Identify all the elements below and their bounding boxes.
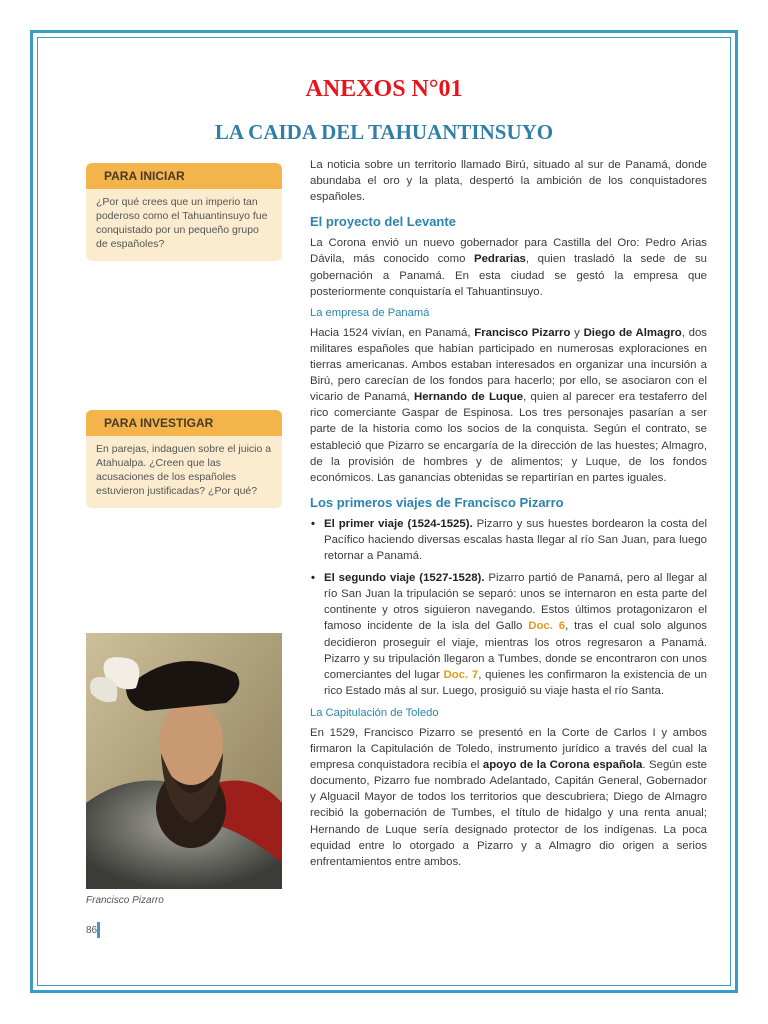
box-heading: PARA INICIAR	[86, 163, 282, 189]
box-heading: PARA INVESTIGAR	[86, 410, 282, 436]
box-para-iniciar	[86, 163, 282, 261]
page-subtitle: LA CAIDA DEL TAHUANTINSUYO	[214, 120, 554, 144]
portrait-francisco-pizarro	[86, 633, 282, 889]
doc-7-reference: Doc. 7	[443, 668, 479, 681]
list-item: • El primer viaje (1524-1525). Pizarro y sus huestes bordearon la costa del Pacífico haciendo diversas escalas hasta llegar al río San Juan, para luego retornar a Panamá.	[324, 516, 707, 564]
paragraph-levante: La Corona envió un nuevo gobernador para Castilla del Oro: Pedro Arias Dávila, más conocido como Pedrarias, quien trasladó la sede de su gobernación a Panamá. En esta ciudad se gestó la empresa que posteriormente conquistaría el Tahuantinsuyo.	[310, 237, 707, 298]
box-text: En parejas, indaguen sobre el juicio a Atahualpa. ¿Creen que las acusaciones de los españoles estuvieron justificadas? ¿Por qué?	[96, 443, 272, 497]
section-heading-empresa: La empresa de Panamá	[310, 306, 430, 319]
voyages-list	[310, 516, 707, 699]
article-column	[310, 157, 707, 870]
paragraph-empresa: Hacia 1524 vivían, en Panamá, Francisco Pizarro y Diego de Almagro, dos militares españoles que habían participado en numerosas exploraciones en tierras americanas. Ambos estaban interesados en organizar una incursión a Birú, pero carecían de los fondos para hacerlo; por ello, se asociaron con el vicario de Panamá, Hernando de Luque, quien al parecer era testaferro del rico comerciante Gaspar de Espinosa. Los tres personajes pasarían a ser parte de la historia como los socios de la conquista. Según el contrato, se estableció que Pizarro se encargaría de la dirección de las huestes; Almagro, de la provisión de hombres y de alimentos; y Luque, de los fondos económicos. Las ganancias obtenidas se repartirían en partes iguales.	[310, 326, 708, 484]
page-number: 86	[86, 925, 98, 936]
page-title: ANEXOS N°01	[305, 76, 463, 102]
portrait-caption: Francisco Pizarro	[86, 895, 164, 906]
section-heading-levante: El proyecto del Levante	[310, 214, 456, 230]
intro-paragraph: La noticia sobre un territorio llamado Birú, situado al sur de Panamá, donde abundaba el oro y la plata, despertó la ambición de los conquistadores españoles.	[310, 159, 707, 204]
box-para-investigar	[86, 410, 282, 508]
page-number-bar	[97, 922, 100, 938]
doc-6-reference: Doc. 6	[528, 620, 566, 633]
section-heading-toledo: La Capitulación de Toledo	[310, 706, 439, 719]
paragraph-toledo: En 1529, Francisco Pizarro se presentó en la Corte de Carlos I y ambos firmaron la Capitulación de Toledo, instrumento jurídico a través del cual la empresa conquistadora recibía el apoyo de la Corona española. Según este documento, Pizarro fue nombrado Adelantado, Capitán General, Gobernador y Alguacil Mayor de todos los territorios que descubriera; Diego de Almagro recibió la gobernación de Tumbes, el título de hidalgo y una renta anual; Hernando de Luque sería designado protector de los indígenas. La poca equidad entre lo otorgado a Pizarro y a Almagro dio origen a serios enfrentamientos entre ambos.	[310, 727, 707, 868]
section-heading-viajes: Los primeros viajes de Francisco Pizarro	[310, 494, 564, 510]
list-item: • El segundo viaje (1527-1528). Pizarro partió de Panamá, pero al llegar al río San Juan la tripulación se separó: unos se internaron en esta parte del continente y otros siguieron navegando. Estos últimos protagonizaron el famoso incidente de la isla del Gallo Doc. 6, tras el cual solo algunos decidieron proseguir el viaje, mientras los otros regresaron a Panamá. Pizarro y su tripulación llegaron a Tumbes, donde se encontraron con unos comerciantes del lugar Doc. 7, quienes les confirmaron la existencia de un rico Estado más al sur. Luego, prosiguió su viaje hasta el río Santa.	[324, 570, 707, 699]
box-text: ¿Por qué crees que un imperio tan poderoso como el Tahuantinsuyo fue conquistado por un pequeño grupo de españoles?	[96, 196, 268, 250]
